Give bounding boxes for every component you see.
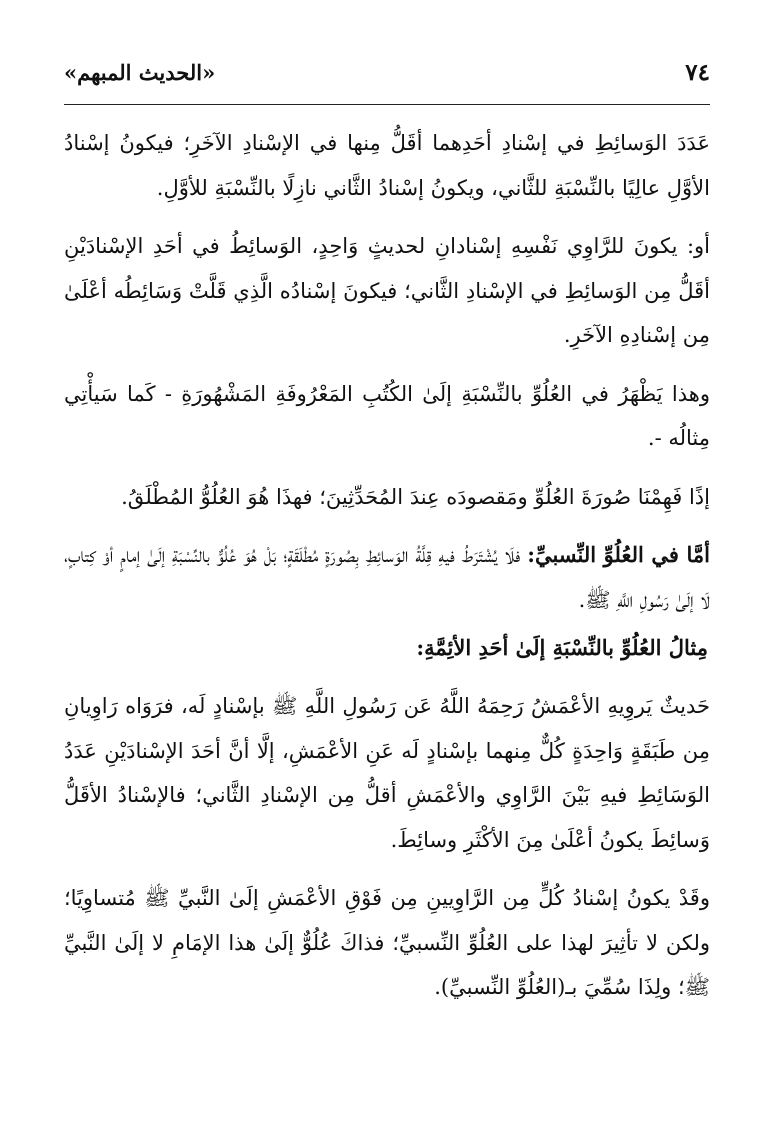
paragraph-6: حَديثٌ يَروِيهِ الأعْمَشُ رَحِمَهُ اللَّهُ عَن رَسُولِ اللَّهِ ﷺ بإسْنادٍ لَه، فرَوَاه رَاوِيانِ مِن طَبَقَةٍ وَاحِدَةٍ كُلٌّ مِنهما بإسْنادٍ لَه عَنِ الأعْمَشِ، إلَّا أنَّ أحَدَ الإسْنادَيْنِ عَدَدُ الوَسَائِطِ فيهِ بَيْنَ الرَّاوِي والأعْمَشِ أقلُّ مِن الإسْنادِ الثَّاني؛ فالإسْنادُ الأقَلُّ وَسائِطَ يكونُ أعْلَىٰ مِنَ الأكْثَرِ وسائِطَ. [64, 694, 710, 852]
paragraph-5 [64, 533, 710, 622]
paragraph-4: إذًا فَهِمْنَا صُورَةَ العُلُوِّ ومَقصودَه عِندَ المُحَدِّثِينَ؛ فهذَا هُوَ العُلُوُّ المُطْلَقُ. [121, 484, 710, 509]
page-number: ٧٤ [685, 58, 710, 86]
page-header [64, 50, 710, 94]
paragraph-5-body: فلَا يُشْتَرَطُ فيهِ قِلَّةُ الوَسائِطِ بِصُورَةٍ مُطْلَقَةٍ؛ بَلْ هُوَ عُلُوٌّ بالنِّسْبَةِ إلَىٰ إمامٍ أوْ كِتابٍ، لَا إلَىٰ رَسُولِ اللَّهِ ﷺ. [64, 543, 710, 612]
paragraph-2: أو: يكونَ للرَّاوِي نَفْسِهِ إسْنادانِ لحديثٍ وَاحِدٍ، الوَسائِطُ في أحَدِ الإسْنادَيْنِ أقَلُّ مِن الوَسائِطِ في الإسْنادِ الثَّاني؛ فيكونَ إسْنادُه الَّذِي قَلَّتْ وَسَائِطُه أعْلَىٰ مِن إسْنادِهِ الآخَرِ. [64, 234, 710, 347]
section-heading: مِثالُ العُلُوِّ بالنِّسْبَةِ إلَىٰ أحَدِ الأئِمَّةِ: [416, 635, 708, 660]
paragraph-1: عَدَدَ الوَسائِطِ في إسْنادِ أحَدِهما أقَلُّ مِنها في الإسْنادِ الآخَرِ؛ فيكونُ إسْنادُ الأوَّلِ عالِيًا بالنِّسْبَةِ للثَّاني، ويكونُ إسْنادُ الثَّاني نازِلًا بالنِّسْبَةِ للأوَّلِ. [64, 131, 710, 200]
paragraph-3: وهذا يَظْهَرُ في العُلُوِّ بالنِّسْبَةِ إلَىٰ الكُتُبِ المَعْرُوفَةِ المَشْهُورَةِ - كَما سَيأْتِي مِثالُه -. [64, 381, 710, 450]
paragraph-7: وقَدْ يكونُ إسْنادُ كُلٍّ مِن الرَّاوِيينِ مِن فَوْقِ الأعْمَشِ إلَىٰ النَّبيِّ ﷺ مُتساوِيًا؛ ولكن لا تأثِيرَ لهذا على العُلُوِّ النِّسبيِّ؛ فذاكَ عُلُوٌّ إلَىٰ هذا الإمَامِ لا إلَىٰ النَّبيِّ ﷺ؛ ولِذَا سُمِّيَ بـ(العُلُوِّ النِّسبيِّ). [64, 886, 710, 999]
book-page [64, 50, 710, 1070]
paragraph-5-lead: أمَّا في العُلُوِّ النِّسبيِّ: [527, 542, 710, 567]
header-divider [64, 104, 710, 105]
running-title: «الحديث المبهم» [64, 59, 216, 85]
